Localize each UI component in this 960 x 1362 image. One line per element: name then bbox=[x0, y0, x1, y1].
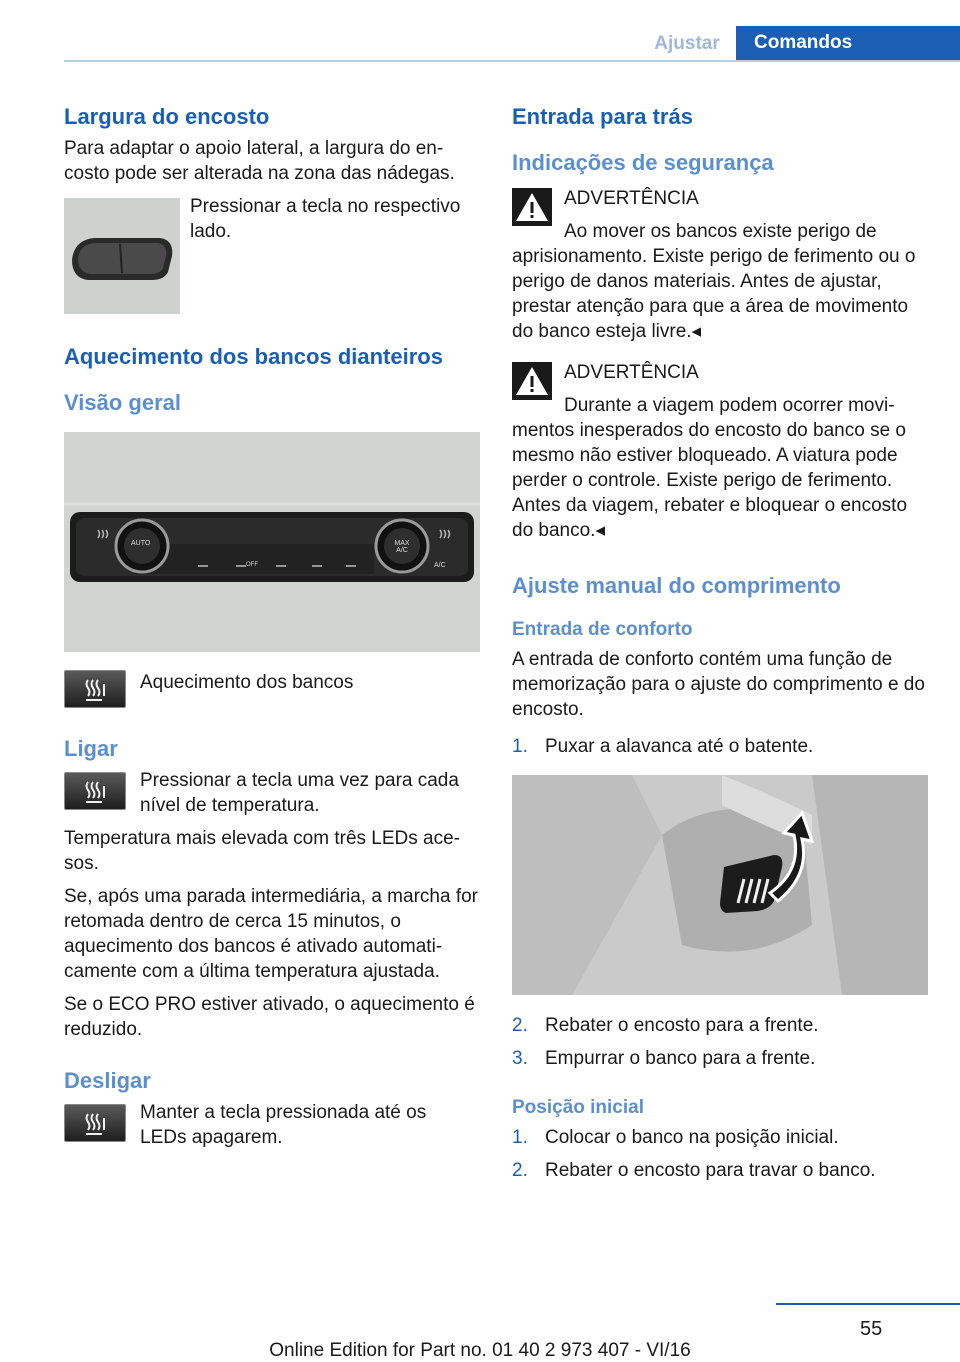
ligar-text-1: Temperatura mais elevada com três LEDs ace-sos. bbox=[64, 828, 460, 874]
desligar-caption: Manter a tecla pressionada até os LEDs apagarem. bbox=[140, 1102, 427, 1148]
list-item-text: Rebater o encosto para travar o banco. bbox=[545, 1160, 876, 1181]
seat-heating-button-icon bbox=[64, 670, 126, 708]
seat-lever-image bbox=[512, 775, 928, 995]
subtitle-desligar: Desligar bbox=[64, 1068, 151, 1093]
warning-1-title: ADVERTÊNCIA bbox=[564, 188, 699, 209]
ligar-key-row bbox=[64, 768, 482, 818]
entrada-conforto-text: A entrada de conforto contém uma função de memorização para o ajuste do comprimento e do encosto. bbox=[512, 649, 925, 720]
edition-text: Online Edition for Part no. 01 40 2 973 407 - VI/16 bbox=[269, 1340, 691, 1361]
page-number: 55 bbox=[860, 1318, 883, 1340]
subtitle-entrada-conforto: Entrada de conforto bbox=[512, 619, 693, 640]
list-item-text: Empurrar o banco para a frente. bbox=[545, 1048, 816, 1069]
seat-width-button-image bbox=[64, 198, 180, 314]
step-list-1 bbox=[512, 734, 930, 759]
panel-ac-label: A/C bbox=[434, 562, 446, 569]
subtitle-ligar: Ligar bbox=[64, 736, 118, 761]
panel-max-ac-label: MAX A/C bbox=[394, 540, 410, 554]
largura-figure bbox=[64, 198, 482, 314]
section-title-aquecimento: Aquecimento dos bancos dianteiros bbox=[64, 344, 443, 369]
subtitle-posicao-inicial: Posição inicial bbox=[512, 1097, 644, 1118]
section-title-entrada: Entrada para trás bbox=[512, 104, 693, 129]
panel-auto-label: AUTO bbox=[131, 540, 151, 547]
list-item bbox=[512, 734, 930, 759]
warning-icon bbox=[512, 362, 552, 400]
page-header bbox=[0, 0, 960, 62]
header-divider bbox=[64, 60, 960, 62]
largura-text: Para adaptar o apoio lateral, a largura do en-costo pode ser alterada na zona das nádegas. bbox=[64, 138, 455, 184]
left-column bbox=[64, 100, 482, 1150]
list-item bbox=[512, 1013, 930, 1038]
list-item-number: 1. bbox=[512, 1127, 528, 1148]
tab-ajustar[interactable]: Ajustar bbox=[654, 33, 720, 54]
list-item-number: 3. bbox=[512, 1048, 528, 1069]
warning-icon bbox=[512, 188, 552, 226]
ligar-text-2: Se, após uma parada intermediária, a marcha for retomada dentro de cerca 15 minutos, o aquecimento dos bancos é ativado automati-camente com a última temperatura ajustada. bbox=[64, 886, 478, 982]
seat-heating-key-row bbox=[64, 670, 482, 708]
right-column bbox=[512, 100, 930, 1183]
list-item-text: Puxar a alavanca até o batente. bbox=[545, 736, 814, 757]
warning-block-2 bbox=[512, 360, 930, 543]
warning-2-text: Durante a viagem podem ocorrer movi-mentos inesperados do encosto do banco se o mesmo não estiver bloqueado. A viatura pode perder o controle. Existe perigo de ferimento. Antes da viagem, rebater e bloquear o encosto do banco.◂ bbox=[512, 395, 908, 541]
step-list-3 bbox=[512, 1125, 930, 1183]
panel-off-label: OFF bbox=[246, 562, 258, 568]
warning-2-title: ADVERTÊNCIA bbox=[564, 362, 699, 383]
desligar-key-row bbox=[64, 1100, 482, 1150]
ligar-text-3: Se o ECO PRO estiver ativado, o aquecimento é reduzido. bbox=[64, 994, 475, 1040]
subtitle-seguranca: Indicações de segurança bbox=[512, 150, 774, 175]
warning-block-1 bbox=[512, 186, 930, 344]
section-title-largura: Largura do encosto bbox=[64, 104, 270, 129]
list-item-text: Rebater o encosto para a frente. bbox=[545, 1015, 819, 1036]
seat-heating-button-icon bbox=[64, 772, 126, 810]
footer-divider bbox=[776, 1303, 960, 1305]
list-item bbox=[512, 1125, 930, 1150]
step-list-2 bbox=[512, 1013, 930, 1071]
largura-caption: Pressionar a tecla no respectivo lado. bbox=[190, 196, 461, 242]
subtitle-ajuste-manual: Ajuste manual do comprimento bbox=[512, 573, 841, 598]
climate-panel-image bbox=[64, 432, 480, 652]
warning-1-text: Ao mover os bancos existe perigo de aprisionamento. Existe perigo de ferimento ou o perigo de danos materiais. Antes de ajustar, prestar atenção para que a área de movimento do banco esteja livre.◂ bbox=[512, 221, 916, 342]
list-item-number: 1. bbox=[512, 736, 528, 757]
seat-heating-caption: Aquecimento dos bancos bbox=[140, 672, 354, 693]
ligar-caption: Pressionar a tecla uma vez para cada nível de temperatura. bbox=[140, 770, 459, 816]
list-item-number: 2. bbox=[512, 1015, 528, 1036]
list-item-number: 2. bbox=[512, 1160, 528, 1181]
list-item bbox=[512, 1046, 930, 1071]
list-item-text: Colocar o banco na posição inicial. bbox=[545, 1127, 839, 1148]
seat-heating-button-icon bbox=[64, 1104, 126, 1142]
subtitle-visao-geral: Visão geral bbox=[64, 390, 181, 415]
list-item bbox=[512, 1158, 930, 1183]
tab-comandos[interactable]: Comandos bbox=[736, 26, 960, 62]
